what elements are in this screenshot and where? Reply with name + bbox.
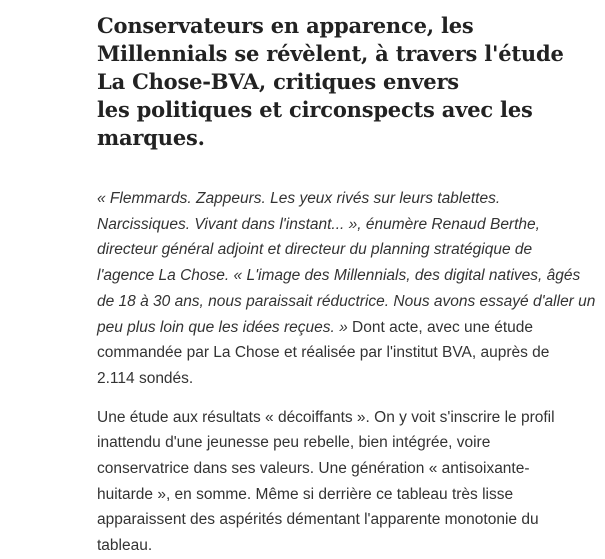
quote-line: Narcissiques. Vivant dans l'instant... » — [97, 215, 358, 233]
headline-line: marques. — [97, 125, 205, 150]
body-line: Une étude aux résultats « décoiffants ». On y voit s'inscrire le profil — [97, 408, 555, 426]
quote-line: « Flemmards. Zappeurs. Les yeux rivés sur leurs tablettes. — [97, 190, 501, 207]
body-line: tableau. — [97, 537, 153, 555]
paragraph-body — [97, 405, 567, 559]
article-headline — [97, 12, 587, 152]
body-line: conservatrice dans ses valeurs. Une génération « antisoixante- — [97, 460, 530, 478]
attribution-text: directeur général adjoint et directeur du planning stratégique de — [97, 241, 533, 259]
headline-line: La Chose-BVA, critiques envers — [97, 69, 459, 94]
headline-line: les politiques et circonspects avec les — [97, 97, 533, 122]
quote-line: « L'image des Millennials, des digital natives, âgés — [233, 267, 581, 285]
attribution-text: l'agence La Chose. — [97, 267, 234, 285]
attribution-text: , énumère Renaud Berthe, — [357, 215, 540, 233]
body-line: inattendu d'une jeunesse peu rebelle, bien intégrée, voire — [97, 434, 491, 452]
quote-line: de 18 à 30 ans, nous paraissait réductrice. Nous avons essayé d'aller un — [97, 292, 596, 310]
article — [97, 12, 605, 559]
body-line: apparaissent des aspérités démentant l'apparente monotonie du — [97, 511, 539, 529]
paragraph-intro — [97, 186, 605, 392]
headline-line: Conservateurs en apparence, les — [97, 13, 474, 38]
body-text: commandée par La Chose et réalisée par l'institut BVA, auprès de — [97, 344, 550, 362]
body-text: 2.114 sondés. — [97, 369, 194, 387]
quote-line: peu plus loin que les idées reçues. » — [97, 318, 348, 336]
body-line: huitarde », en somme. Même si derrière ce tableau très lisse — [97, 485, 514, 503]
body-text: Dont acte, avec une étude — [347, 318, 534, 336]
headline-line: Millennials se révèlent, à travers l'étude — [97, 41, 564, 66]
